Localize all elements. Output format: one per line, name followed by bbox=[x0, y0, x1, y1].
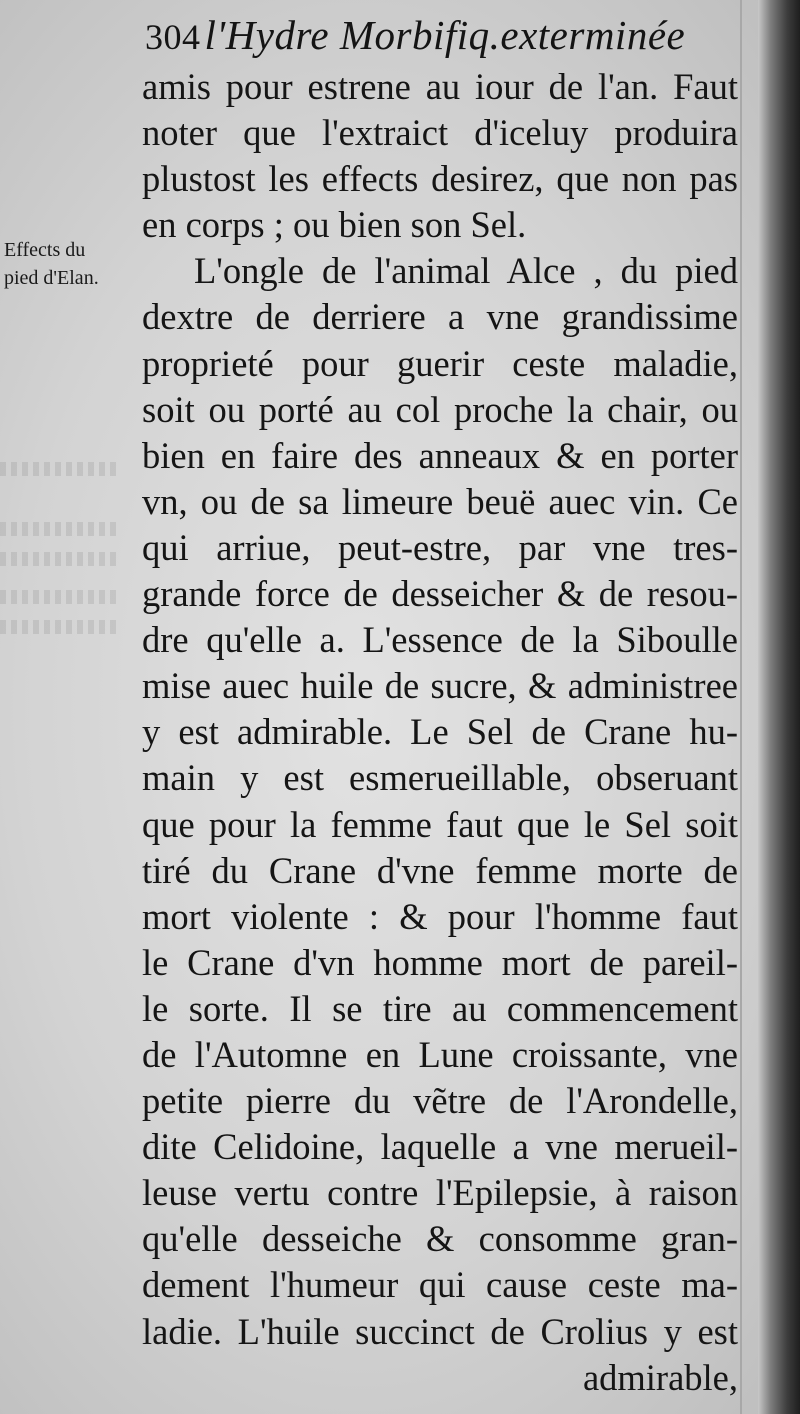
catchword: admirable, bbox=[582, 1356, 738, 1398]
text-line: soit ou porté au col proche la chair, ou bbox=[142, 388, 738, 430]
text-line: leuse vertu contre l'Epilepsie, à raison bbox=[142, 1172, 738, 1214]
text-line: le sorte. Il se tire au commencement bbox=[142, 987, 738, 1029]
show-through-mark bbox=[0, 522, 120, 536]
show-through-mark bbox=[0, 552, 120, 566]
show-through-mark bbox=[0, 462, 120, 476]
running-title: l'Hydre Morbifiq.exterminée bbox=[204, 12, 686, 58]
text-line: mort violente : & pour l'homme faut bbox=[142, 895, 738, 937]
show-through-mark bbox=[0, 620, 120, 634]
running-head bbox=[145, 8, 745, 64]
text-line: vn, ou de sa limeure beuë auec vin. Ce bbox=[142, 480, 738, 522]
text-line: en corps ; ou bien son Sel. bbox=[142, 204, 527, 246]
text-line: ladie. L'huile succinct de Crolius y est bbox=[142, 1310, 738, 1352]
binding-gutter bbox=[758, 0, 800, 1414]
marginal-note-line: pied d'Elan. bbox=[4, 267, 99, 289]
show-through-mark bbox=[0, 590, 120, 604]
page-number: 304 bbox=[145, 17, 201, 57]
text-line: dre qu'elle a. L'essence de la Siboulle bbox=[142, 619, 738, 661]
text-line: proprieté pour guerir ceste maladie, bbox=[142, 342, 738, 384]
text-line: le Crane d'vn homme mort de pareil- bbox=[142, 941, 738, 983]
body-text bbox=[142, 64, 738, 1401]
text-line: mise auec huile de sucre, & administree bbox=[142, 665, 738, 707]
text-line: y est admirable. Le Sel de Crane hu- bbox=[142, 711, 738, 753]
text-line: de l'Automne en Lune croissante, vne bbox=[142, 1033, 738, 1075]
text-line: dextre de derriere a vne grandissime bbox=[142, 296, 738, 338]
page-edge-line bbox=[740, 0, 742, 1414]
text-line: que pour la femme faut que le Sel soit bbox=[142, 803, 738, 845]
text-line: grande force de desseicher & de resou- bbox=[142, 573, 738, 615]
marginal-note bbox=[4, 236, 134, 292]
text-line: noter que l'extraict d'iceluy produira bbox=[142, 112, 738, 154]
paragraph-start-line: L'ongle de l'animal Alce , du pied bbox=[194, 250, 738, 292]
text-line: qui arriue, peut-estre, par vne tres- bbox=[142, 526, 738, 568]
marginal-note-line: Effects du bbox=[4, 239, 86, 261]
text-line: dement l'humeur qui cause ceste ma- bbox=[142, 1264, 738, 1306]
text-line: petite pierre du vẽtre de l'Arondelle, bbox=[142, 1080, 738, 1122]
text-line: amis pour estrene au iour de l'an. Faut bbox=[142, 66, 738, 107]
text-line: qu'elle desseiche & consomme gran- bbox=[142, 1218, 738, 1260]
text-line: tiré du Crane d'vne femme morte de bbox=[142, 849, 738, 891]
text-line: bien en faire des anneaux & en porter bbox=[142, 434, 738, 476]
text-line: plustost les effects desirez, que non pas bbox=[142, 158, 738, 200]
text-line: dite Celidoine, laquelle a vne merueil- bbox=[142, 1126, 738, 1168]
text-line: main y est esmerueillable, obseruant bbox=[142, 757, 738, 799]
